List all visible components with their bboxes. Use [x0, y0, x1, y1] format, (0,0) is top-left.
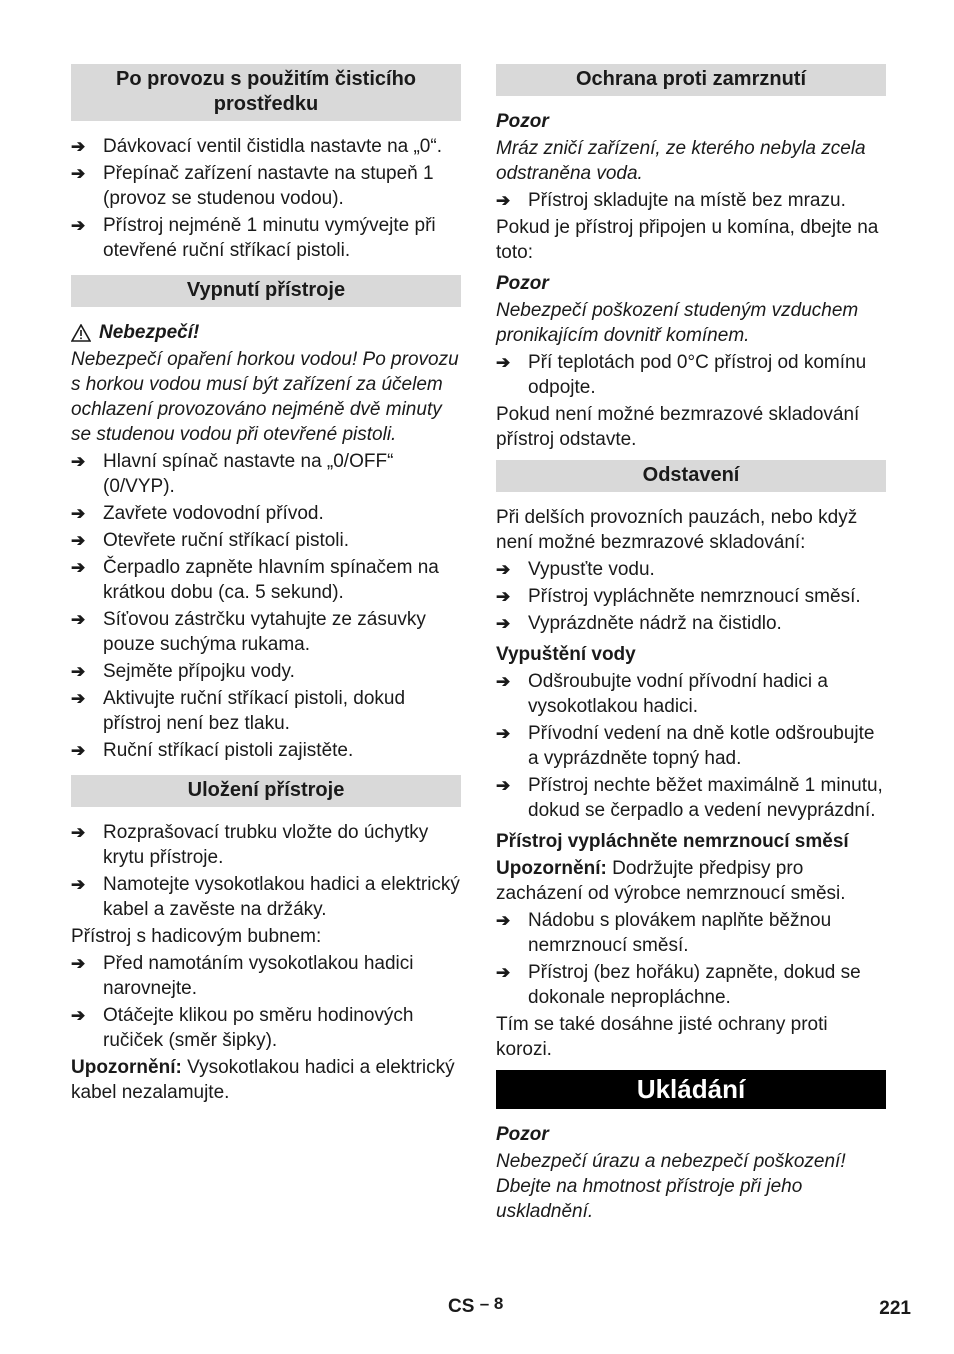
list-antifreeze	[496, 908, 886, 1010]
note-antifreeze: Upozornění: Dodržujte předpisy pro zacházení od výrobce nemrznoucí směsi.	[496, 858, 846, 904]
list-item: ➔ Aktivujte ruční stříkací pistoli, dokud přístroj není bez tlaku.	[71, 688, 406, 734]
section-heading-frost-protection: Ochrana proti zamrznutí	[496, 64, 886, 96]
arrow-right-icon: ➔	[496, 191, 511, 210]
footer-language: CS – 8	[448, 1294, 504, 1317]
paragraph-corrosion: Tím se také dosáhne jisté ochrany proti korozi.	[496, 1014, 828, 1060]
danger-label: Nebezpečí!	[71, 320, 461, 345]
list-item: ➔ Nádobu s plovákem naplňte běžnou nemrznoucí směsí.	[496, 910, 832, 956]
note-storage: Upozornění: Vysokotlakou hadici a elektrický kabel nezalamujte.	[71, 1057, 455, 1103]
list-item: ➔ Namotejte vysokotlakou hadici a elektrický kabel a zavěste na držáky.	[71, 874, 460, 920]
subheading-drain-water: Vypuštění vody	[496, 644, 636, 665]
arrow-right-icon: ➔	[71, 531, 86, 550]
section-heading-after-detergent: Po provozu s použitím čisticího prostředku	[71, 64, 461, 121]
list-item: ➔ Zavřete vodovodní přívod.	[71, 503, 324, 524]
list-item: ➔ Vypusťte vodu.	[496, 559, 655, 580]
arrow-right-icon: ➔	[496, 724, 511, 743]
arrow-right-icon: ➔	[71, 137, 86, 156]
danger-text: Nebezpečí opaření horkou vodou! Po provozu s horkou vodou musí být zařízení za účelem ochlazení provozováno nejméně dvě minuty se studenou vodou při otevřené pistoli.	[71, 349, 459, 445]
arrow-right-icon: ➔	[71, 1006, 86, 1025]
arrow-right-icon: ➔	[71, 610, 86, 629]
caution-text: Nebezpečí poškození studeným vzduchem pronikajícím dovnitř komínem.	[496, 300, 859, 346]
list-item: ➔ Čerpadlo zapněte hlavním spínačem na krátkou dobu (ca. 5 sekund).	[71, 557, 439, 603]
arrow-right-icon: ➔	[71, 954, 86, 973]
warning-triangle-icon	[71, 324, 91, 342]
list-item: ➔ Přístroj nejméně 1 minutu vymývejte při otevřené ruční stříkací pistoli.	[71, 215, 436, 261]
caution-text: Nebezpečí úrazu a nebezpečí poškození! Dbejte na hmotnost přístroje při jeho uskladnění.	[496, 1151, 846, 1222]
list-item: ➔ Přístroj nechte běžet maximálně 1 minutu, dokud se čerpadlo a vedení nevyprázdní.	[496, 775, 883, 821]
arrow-right-icon: ➔	[71, 662, 86, 681]
list-item: ➔ Otáčejte klikou po směru hodinových ručiček (směr šipky).	[71, 1005, 414, 1051]
arrow-right-icon: ➔	[496, 911, 511, 930]
right-column	[496, 64, 886, 1226]
arrow-right-icon: ➔	[71, 558, 86, 577]
caution-label: Pozor	[496, 111, 549, 132]
arrow-right-icon: ➔	[71, 689, 86, 708]
paragraph-hose-drum: Přístroj s hadicovým bubnem:	[71, 926, 322, 947]
list-item: ➔ Pří teplotách pod 0°C přístroj od komínu odpojte.	[496, 352, 867, 398]
list-item: ➔ Sejměte přípojku vody.	[71, 661, 295, 682]
list-item: ➔ Vyprázdněte nádrž na čistidlo.	[496, 613, 782, 634]
arrow-right-icon: ➔	[71, 741, 86, 760]
arrow-right-icon: ➔	[496, 560, 511, 579]
subheading-antifreeze-flush: Přístroj vypláchněte nemrznoucí směsí	[496, 831, 849, 852]
arrow-right-icon: ➔	[496, 963, 511, 982]
list-drain-water	[496, 669, 886, 823]
caution-label: Pozor	[496, 1124, 549, 1145]
section-heading-shutdown: Odstavení	[496, 460, 886, 492]
arrow-right-icon: ➔	[71, 452, 86, 471]
arrow-right-icon: ➔	[496, 672, 511, 691]
caution-text: Mráz zničí zařízení, ze kterého nebyla zcela odstraněna voda.	[496, 138, 866, 184]
list-item: ➔ Otevřete ruční stříkací pistoli.	[71, 530, 350, 551]
list-item: ➔ Přístroj vypláchněte nemrznoucí směsí.	[496, 586, 861, 607]
list-item: ➔ Hlavní spínač nastavte na „0/OFF“ (0/VYP).	[71, 451, 394, 497]
list-item: ➔ Před namotáním vysokotlakou hadici narovnejte.	[71, 953, 414, 999]
list-item: ➔ Rozprašovací trubku vložte do úchytky krytu přístroje.	[71, 822, 429, 868]
list-item: ➔ Přepínač zařízení nastavte na stupeň 1 (provoz se studenou vodou).	[71, 163, 434, 209]
arrow-right-icon: ➔	[496, 776, 511, 795]
arrow-right-icon: ➔	[496, 614, 511, 633]
paragraph-shutdown-hint: Pokud není možné bezmrazové skladování přístroj odstavte.	[496, 404, 860, 450]
list-item: ➔ Ruční stříkací pistoli zajistěte.	[71, 740, 354, 761]
list-item: ➔ Přístroj (bez hořáku) zapněte, dokud se dokonale nepropláchne.	[496, 962, 861, 1008]
arrow-right-icon: ➔	[496, 587, 511, 606]
caution-label: Pozor	[496, 273, 549, 294]
list-item: ➔ Přívodní vedení na dně kotle odšroubujte a vyprázdněte topný had.	[496, 723, 875, 769]
paragraph-shutdown: Při delších provozních pauzách, nebo když není možné bezmrazové skladování:	[496, 507, 858, 553]
arrow-right-icon: ➔	[71, 875, 86, 894]
section-heading-switch-off: Vypnutí přístroje	[71, 275, 461, 307]
list-after-detergent	[71, 134, 461, 263]
arrow-right-icon: ➔	[71, 216, 86, 235]
arrow-right-icon: ➔	[71, 504, 86, 523]
arrow-right-icon: ➔	[496, 353, 511, 372]
list-shutdown	[496, 557, 886, 636]
list-item: ➔ Dávkovací ventil čistidla nastavte na „0“.	[71, 136, 442, 157]
arrow-right-icon: ➔	[71, 164, 86, 183]
list-switch-off	[71, 449, 461, 763]
list-item: ➔ Síťovou zástrčku vytahujte ze zásuvky pouze suchýma rukama.	[71, 609, 426, 655]
arrow-right-icon: ➔	[71, 823, 86, 842]
paragraph-chimney: Pokud je přístroj připojen u komína, dbejte na toto:	[496, 217, 879, 263]
list-storage	[71, 820, 461, 922]
chapter-heading-storage: Ukládání	[496, 1070, 886, 1109]
list-item: ➔ Přístroj skladujte na místě bez mrazu.	[496, 190, 846, 211]
section-heading-storage: Uložení přístroje	[71, 775, 461, 807]
list-hose-drum	[71, 951, 461, 1053]
list-item: ➔ Odšroubujte vodní přívodní hadici a vysokotlakou hadici.	[496, 671, 828, 717]
page-number: 221	[879, 1298, 911, 1319]
left-column	[71, 64, 461, 1107]
